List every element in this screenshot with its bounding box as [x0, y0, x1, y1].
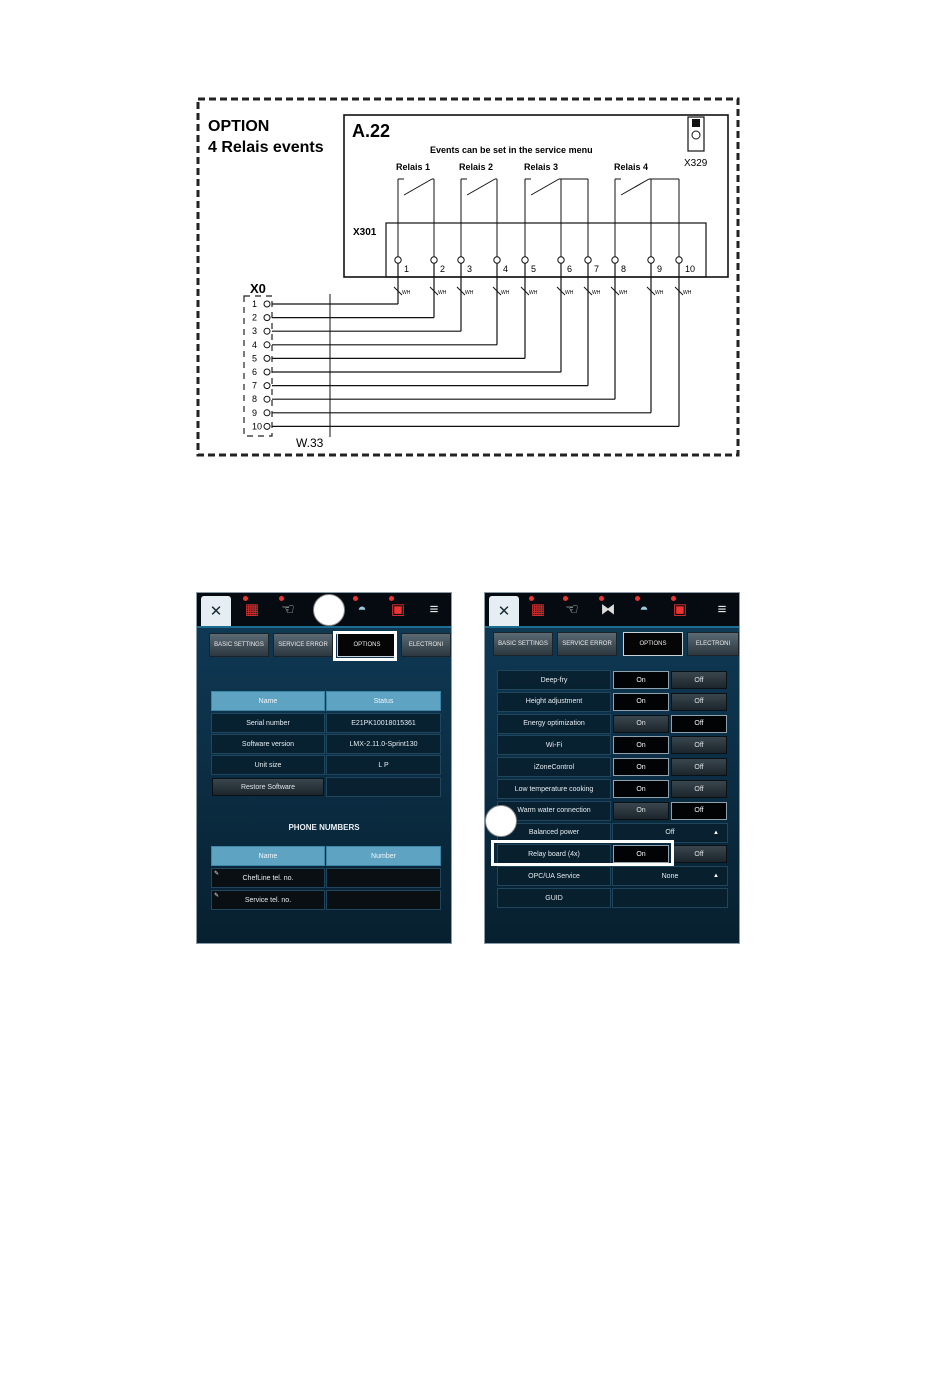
x0-pin-10	[264, 423, 270, 429]
option-off-button[interactable]: Off	[671, 736, 727, 754]
phone-header-name: Name	[211, 846, 325, 866]
relais-label-2: Relais 2	[459, 162, 494, 172]
pencil-icon[interactable]: ✎	[214, 871, 220, 877]
screen-right	[484, 592, 740, 944]
option-off-button[interactable]: Off	[671, 715, 727, 733]
step-marker-circle	[485, 805, 517, 837]
terminal-number: 1	[404, 264, 410, 274]
wire-tag: WH	[438, 290, 447, 296]
option-on-button[interactable]: On	[613, 693, 669, 711]
option-name: Relay board (4x)	[497, 844, 611, 864]
option-subtitle: 4 Relais events	[208, 139, 324, 156]
restore-software-button[interactable]: Restore Software	[212, 778, 324, 796]
x0-pin-5	[264, 355, 270, 361]
relais-label-4: Relais 4	[614, 162, 649, 172]
terminal-7	[585, 257, 591, 263]
info-header-name: Name	[211, 691, 325, 711]
x0-pin-1	[264, 301, 270, 307]
door-icon[interactable]: ▣	[665, 595, 695, 623]
terminal-1	[395, 257, 401, 263]
menu-icon[interactable]: ≡	[429, 600, 439, 618]
x0-label: X0	[250, 281, 266, 296]
terminal-number: 5	[531, 264, 537, 274]
dropdown-arrow-icon[interactable]: ▲	[713, 873, 719, 880]
option-title: OPTION	[208, 118, 270, 135]
terminal-4	[494, 257, 500, 263]
option-select-value: None	[661, 872, 679, 880]
option-on-button[interactable]: On	[613, 780, 669, 798]
wire-tag: WH	[683, 290, 692, 296]
tab-bar-left	[203, 633, 451, 659]
x0-pin-6	[264, 369, 270, 375]
terminal-number: 10	[685, 264, 696, 274]
option-on-button[interactable]: On	[613, 758, 669, 776]
tab-service-error[interactable]: SERVICE ERROR	[557, 632, 617, 656]
events-text: Events can be set in the service menu	[430, 145, 593, 155]
phone-service-number[interactable]	[326, 890, 441, 910]
option-name: Balanced power	[497, 823, 611, 843]
wrench-icon[interactable]: ✕	[489, 596, 519, 626]
info-empty-cell	[326, 777, 441, 797]
terminal-3	[458, 257, 464, 263]
info-unit-size-value: L P	[326, 755, 441, 775]
option-select[interactable]	[612, 823, 728, 843]
phone-section-title: PHONE NUMBERS	[288, 823, 360, 832]
x0-pin-7	[264, 383, 270, 389]
tab-basic-settings[interactable]: BASIC SETTINGS	[493, 632, 553, 656]
option-on-button[interactable]: On	[613, 845, 669, 863]
terminal-number: 7	[594, 264, 600, 274]
terminal-2	[431, 257, 437, 263]
x0-pin-9	[264, 410, 270, 416]
option-off-button[interactable]: Off	[671, 758, 727, 776]
option-name: Warm water connection	[497, 801, 611, 821]
screen-left	[196, 592, 452, 944]
option-name: Low temperature cooking	[497, 779, 611, 799]
x0-pin-2	[264, 315, 270, 321]
terminal-number: 9	[657, 264, 663, 274]
chip-icon[interactable]: ▦	[237, 595, 267, 623]
option-name: Deep-fry	[497, 670, 611, 690]
info-software-label: Software version	[211, 734, 325, 754]
wire-tag: WH	[619, 290, 628, 296]
wire-tag: WH	[501, 290, 510, 296]
x0-pin-4	[264, 342, 270, 348]
tab-options[interactable]: OPTIONS	[337, 633, 397, 657]
connector-top-label: X329	[684, 158, 708, 169]
menu-icon[interactable]: ≡	[717, 600, 727, 618]
option-name: iZoneControl	[497, 757, 611, 777]
chip-icon[interactable]: ▦	[523, 595, 553, 623]
pencil-icon[interactable]: ✎	[214, 893, 220, 899]
cable-label: W.33	[296, 436, 324, 450]
terminal-number: 4	[503, 264, 509, 274]
tab-service-error[interactable]: SERVICE ERROR	[273, 633, 333, 657]
terminal-number: 8	[621, 264, 627, 274]
option-off-button[interactable]: Off	[671, 671, 727, 689]
option-on-button[interactable]: On	[613, 736, 669, 754]
x0-pin-number: 2	[252, 312, 258, 323]
tab-basic-settings[interactable]: BASIC SETTINGS	[209, 633, 269, 657]
option-name: Energy optimization	[497, 714, 611, 734]
x0-pin-3	[264, 328, 270, 334]
phone-chefline-label: ✎ ChefLine tel. no.	[211, 868, 325, 888]
x0-pin-number: 8	[252, 394, 258, 405]
option-off-button[interactable]: Off	[671, 693, 727, 711]
option-off-button[interactable]: Off	[671, 802, 727, 820]
x0-pin-8	[264, 396, 270, 402]
x0-pin-number: 9	[252, 407, 258, 418]
hand-icon[interactable]: ☜	[273, 595, 303, 623]
relais-label-3: Relais 3	[524, 162, 559, 172]
x0-pin-number: 6	[252, 367, 258, 377]
step-marker-circle	[313, 594, 345, 626]
door-icon[interactable]: ▣	[383, 595, 413, 623]
option-on-button[interactable]: On	[613, 671, 669, 689]
x0-pin-number: 10	[252, 421, 263, 432]
wrench-icon[interactable]: ✕	[201, 596, 231, 626]
terminal-5	[522, 257, 528, 263]
connector-main-label: X301	[353, 227, 377, 238]
terminal-number: 2	[440, 264, 446, 274]
x0-pin-number: 3	[252, 326, 258, 337]
tab-options[interactable]: OPTIONS	[623, 632, 683, 656]
wire-tag: WH	[655, 290, 664, 296]
relais-label-1: Relais 1	[396, 162, 431, 172]
mixer-icon[interactable]: ⧓	[593, 595, 623, 623]
pan-icon[interactable]: ◓	[629, 595, 659, 623]
phone-service-label: ✎ Service tel. no.	[211, 890, 325, 910]
option-name: GUID	[497, 888, 611, 908]
option-on-button[interactable]: On	[613, 715, 669, 733]
phone-header-number: Number	[326, 846, 441, 866]
option-name: Wi-Fi	[497, 735, 611, 755]
info-unit-size-label: Unit size	[211, 755, 325, 775]
wire-tag: WH	[592, 290, 601, 296]
info-serial-label: Serial number	[211, 713, 325, 733]
x0-pin-number: 5	[252, 353, 258, 364]
tab-electronics[interactable]: ELECTRONI	[687, 632, 739, 656]
x0-pin-number: 4	[252, 339, 258, 350]
option-select-value: Off	[665, 829, 675, 837]
tab-bar-right	[491, 632, 739, 658]
option-off-button[interactable]: Off	[671, 780, 727, 798]
terminal-8	[612, 257, 618, 263]
option-select[interactable]	[612, 866, 728, 886]
info-serial-value: E21PK10018015361	[326, 713, 441, 733]
option-off-button[interactable]: Off	[671, 845, 727, 863]
tab-electronics[interactable]: ELECTRONI	[401, 633, 451, 657]
x0-pin-number: 7	[252, 380, 258, 391]
wiring-diagram	[196, 97, 740, 457]
board-label: A.22	[352, 121, 391, 141]
terminal-6	[558, 257, 564, 263]
option-select[interactable]	[612, 888, 728, 908]
option-name: OPC/UA Service	[497, 866, 611, 886]
wire-tag: WH	[465, 290, 474, 296]
x0-pin-number: 1	[252, 299, 258, 309]
option-on-button[interactable]: On	[613, 802, 669, 820]
toolbar-right	[485, 593, 739, 628]
dropdown-arrow-icon[interactable]: ▲	[713, 829, 719, 836]
terminal-number: 3	[467, 264, 473, 274]
info-header-status: Status	[326, 691, 441, 711]
wire-tag: WH	[529, 290, 538, 296]
terminal-9	[648, 257, 654, 263]
terminal-10	[676, 257, 682, 263]
pan-icon[interactable]: ◓	[347, 595, 377, 623]
info-software-value: LMX-2.11.0-Sprint130	[326, 734, 441, 754]
option-name: Height adjustment	[497, 692, 611, 712]
wire-tag: WH	[565, 290, 574, 296]
hand-icon[interactable]: ☜	[557, 595, 587, 623]
phone-chefline-number[interactable]	[326, 868, 441, 888]
wire-tag: WH	[402, 290, 411, 296]
terminal-number: 6	[567, 264, 573, 274]
